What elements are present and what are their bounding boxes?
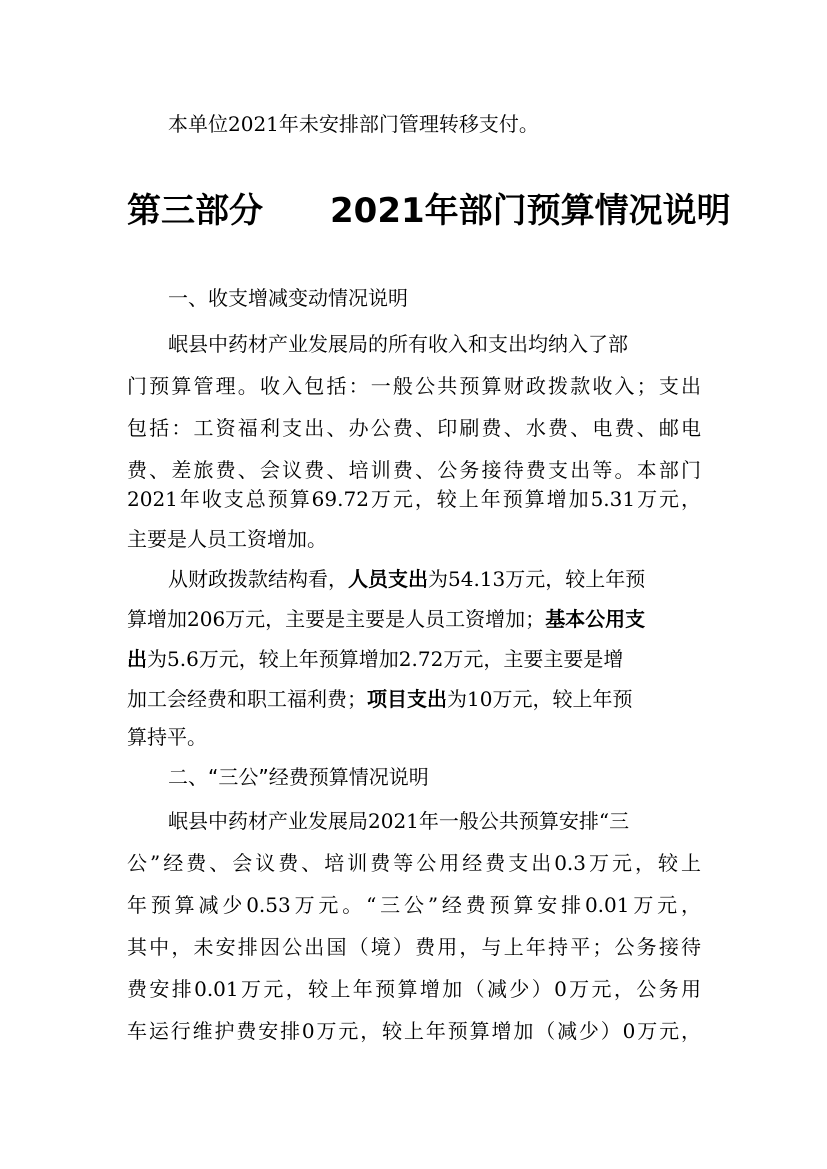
emphasis-personnel-expense: 人员支出 [348, 567, 428, 591]
paragraph-line: 车运行维护费安排0万元，较上年预算增加（减少）0万元， [127, 1019, 701, 1043]
paragraph-line: 岷县中药材产业发展局的所有收入和支出均纳入了部 [168, 332, 628, 356]
paragraph-line: 年预算减少0.53万元。“三公”经费预算安排0.01万元， [127, 893, 701, 917]
part-title: 2021年部门预算情况说明 [330, 191, 731, 231]
paragraph-line [127, 646, 623, 672]
text-run: 加工会经费和职工福利费； [127, 687, 367, 711]
paragraph-line: 包括：工资福利支出、办公费、印刷费、水费、电费、邮电 [127, 416, 701, 440]
paragraph-line [127, 686, 632, 712]
paragraph-line: 其中，未安排因公出国（境）费用，与上年持平；公务接待 [127, 935, 701, 959]
paragraph-line: 公”经费、会议费、培训费等公用经费支出0.3万元，较上 [127, 851, 701, 875]
part-number: 第三部分 [127, 191, 263, 231]
text-run: 为5.6万元，较上年预算增加2.72万元，主要主要是增 [147, 647, 624, 671]
section-1-heading: 一、收支增减变动情况说明 [168, 286, 408, 310]
text-run: 为54.13万元，较上年预 [428, 567, 646, 591]
paragraph-line [168, 566, 645, 592]
paragraph-line: 2021年收支总预算69.72万元，较上年预算增加5.31万元， [127, 487, 701, 511]
emphasis-public-expense: 基本公用支 [545, 607, 646, 631]
paragraph-line: 门预算管理。收入包括：一般公共预算财政拨款收入；支出 [127, 374, 701, 398]
text-run: 从财政拨款结构看， [168, 567, 348, 591]
part-heading [127, 186, 731, 236]
text-run: 为10万元，较上年预 [447, 687, 633, 711]
intro-paragraph: 本单位2021年未安排部门管理转移支付。 [168, 112, 539, 136]
emphasis-project-expense: 项目支出 [367, 687, 447, 711]
paragraph-line: 费安排0.01万元，较上年预算增加（减少）0万元，公务用 [127, 977, 701, 1001]
paragraph-line: 费、差旅费、会议费、培训费、公务接待费支出等。本部门 [127, 458, 701, 482]
paragraph-line [127, 606, 645, 632]
paragraph-line: 算持平。 [127, 725, 207, 749]
paragraph-line: 主要是人员工资增加。 [127, 527, 327, 551]
emphasis-public-expense-cont: 出 [127, 647, 147, 671]
text-run: 算增加206万元，主要是主要是人员工资增加； [127, 607, 546, 631]
section-2-heading: 二、“三公”经费预算情况说明 [168, 765, 429, 789]
paragraph-line: 岷县中药材产业发展局2021年一般公共预算安排“三 [168, 809, 630, 833]
